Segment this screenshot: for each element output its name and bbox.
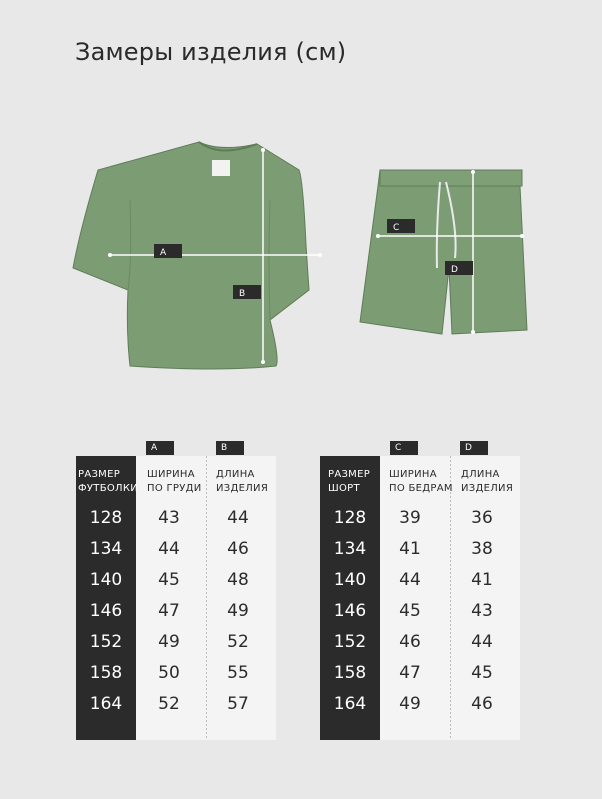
marker-a (154, 244, 182, 258)
marker-b (233, 285, 261, 299)
shorts-size-cell: 146 (333, 601, 367, 621)
marker-c-label: C (393, 223, 400, 233)
marker-c (387, 219, 415, 233)
shorts-size-table (320, 440, 520, 740)
length-header: ДЛИНА ИЗДЕЛИЯ (461, 469, 514, 494)
hip-width-header: ШИРИНА ПО БЕДРАМ (389, 469, 453, 494)
shorts-size-cell: 134 (333, 539, 367, 559)
tshirt-length-cell: 52 (227, 632, 249, 652)
tshirt-size-cell: 164 (89, 694, 123, 714)
shorts-size-cell: 152 (333, 632, 367, 652)
tshirt-length-cell: 55 (227, 663, 249, 683)
column-tag-a: A (146, 441, 174, 455)
shorts-length-cell: 46 (471, 694, 493, 714)
shorts-hip-cell: 49 (399, 694, 421, 714)
shorts-hip-cell: 45 (399, 601, 421, 621)
tshirt-label-tag (212, 160, 230, 176)
shorts-length-cell: 45 (471, 663, 493, 683)
tshirt-size-cell: 146 (89, 601, 123, 621)
shorts-size-cell: 158 (333, 663, 367, 683)
shorts-size-cell: 128 (333, 508, 367, 528)
shorts-length-cell: 36 (471, 508, 493, 528)
shorts-hip-cell: 41 (399, 539, 421, 559)
tshirt-chest-cell: 47 (158, 601, 180, 621)
column-tag-d: D (460, 441, 488, 455)
size-header: РАЗМЕР ФУТБОЛКИ (78, 469, 139, 494)
shorts-length-cell: 38 (471, 539, 493, 559)
column-tag-b: B (216, 441, 244, 455)
tshirt-length-cell: 44 (227, 508, 249, 528)
shorts-hip-cell: 44 (399, 570, 421, 590)
chest-width-header: ШИРИНА ПО ГРУДИ (147, 469, 202, 494)
shorts-hip-cell: 39 (399, 508, 421, 528)
tshirt-length-cell: 48 (227, 570, 249, 590)
tshirt-size-cell: 134 (89, 539, 123, 559)
tshirt-chest-cell: 52 (158, 694, 180, 714)
tshirt-length-cell: 57 (227, 694, 249, 714)
tshirt-chest-cell: 44 (158, 539, 180, 559)
marker-d-label: D (451, 265, 458, 275)
tshirt-length-cell: 49 (227, 601, 249, 621)
marker-d (445, 261, 473, 275)
tshirt-size-table (76, 440, 276, 740)
tshirt-size-cell: 128 (89, 508, 123, 528)
marker-a-label: A (160, 248, 167, 258)
shorts-size-cell: 140 (333, 570, 367, 590)
marker-b-label: B (239, 289, 246, 299)
tshirt-chest-cell: 43 (158, 508, 180, 528)
shorts-length-cell: 44 (471, 632, 493, 652)
column-tag-c: C (390, 441, 418, 455)
shorts-hip-cell: 47 (399, 663, 421, 683)
tshirt-size-cell: 140 (89, 570, 123, 590)
tshirt-chest-cell: 45 (158, 570, 180, 590)
shorts-length-cell: 43 (471, 601, 493, 621)
shorts-size-cell: 164 (333, 694, 367, 714)
page-title: Замеры изделия (см) (75, 38, 347, 66)
tshirt-chest-cell: 49 (158, 632, 180, 652)
tshirt-size-cell: 158 (89, 663, 123, 683)
length-header: ДЛИНА ИЗДЕЛИЯ (216, 469, 269, 494)
tshirt-size-cell: 152 (89, 632, 123, 652)
tshirt-length-cell: 46 (227, 539, 249, 559)
shorts-length-cell: 41 (471, 570, 493, 590)
shorts-image (360, 170, 527, 334)
shorts-hip-cell: 46 (399, 632, 421, 652)
tshirt-chest-cell: 50 (158, 663, 180, 683)
size-header: РАЗМЕР ШОРТ (328, 469, 371, 494)
